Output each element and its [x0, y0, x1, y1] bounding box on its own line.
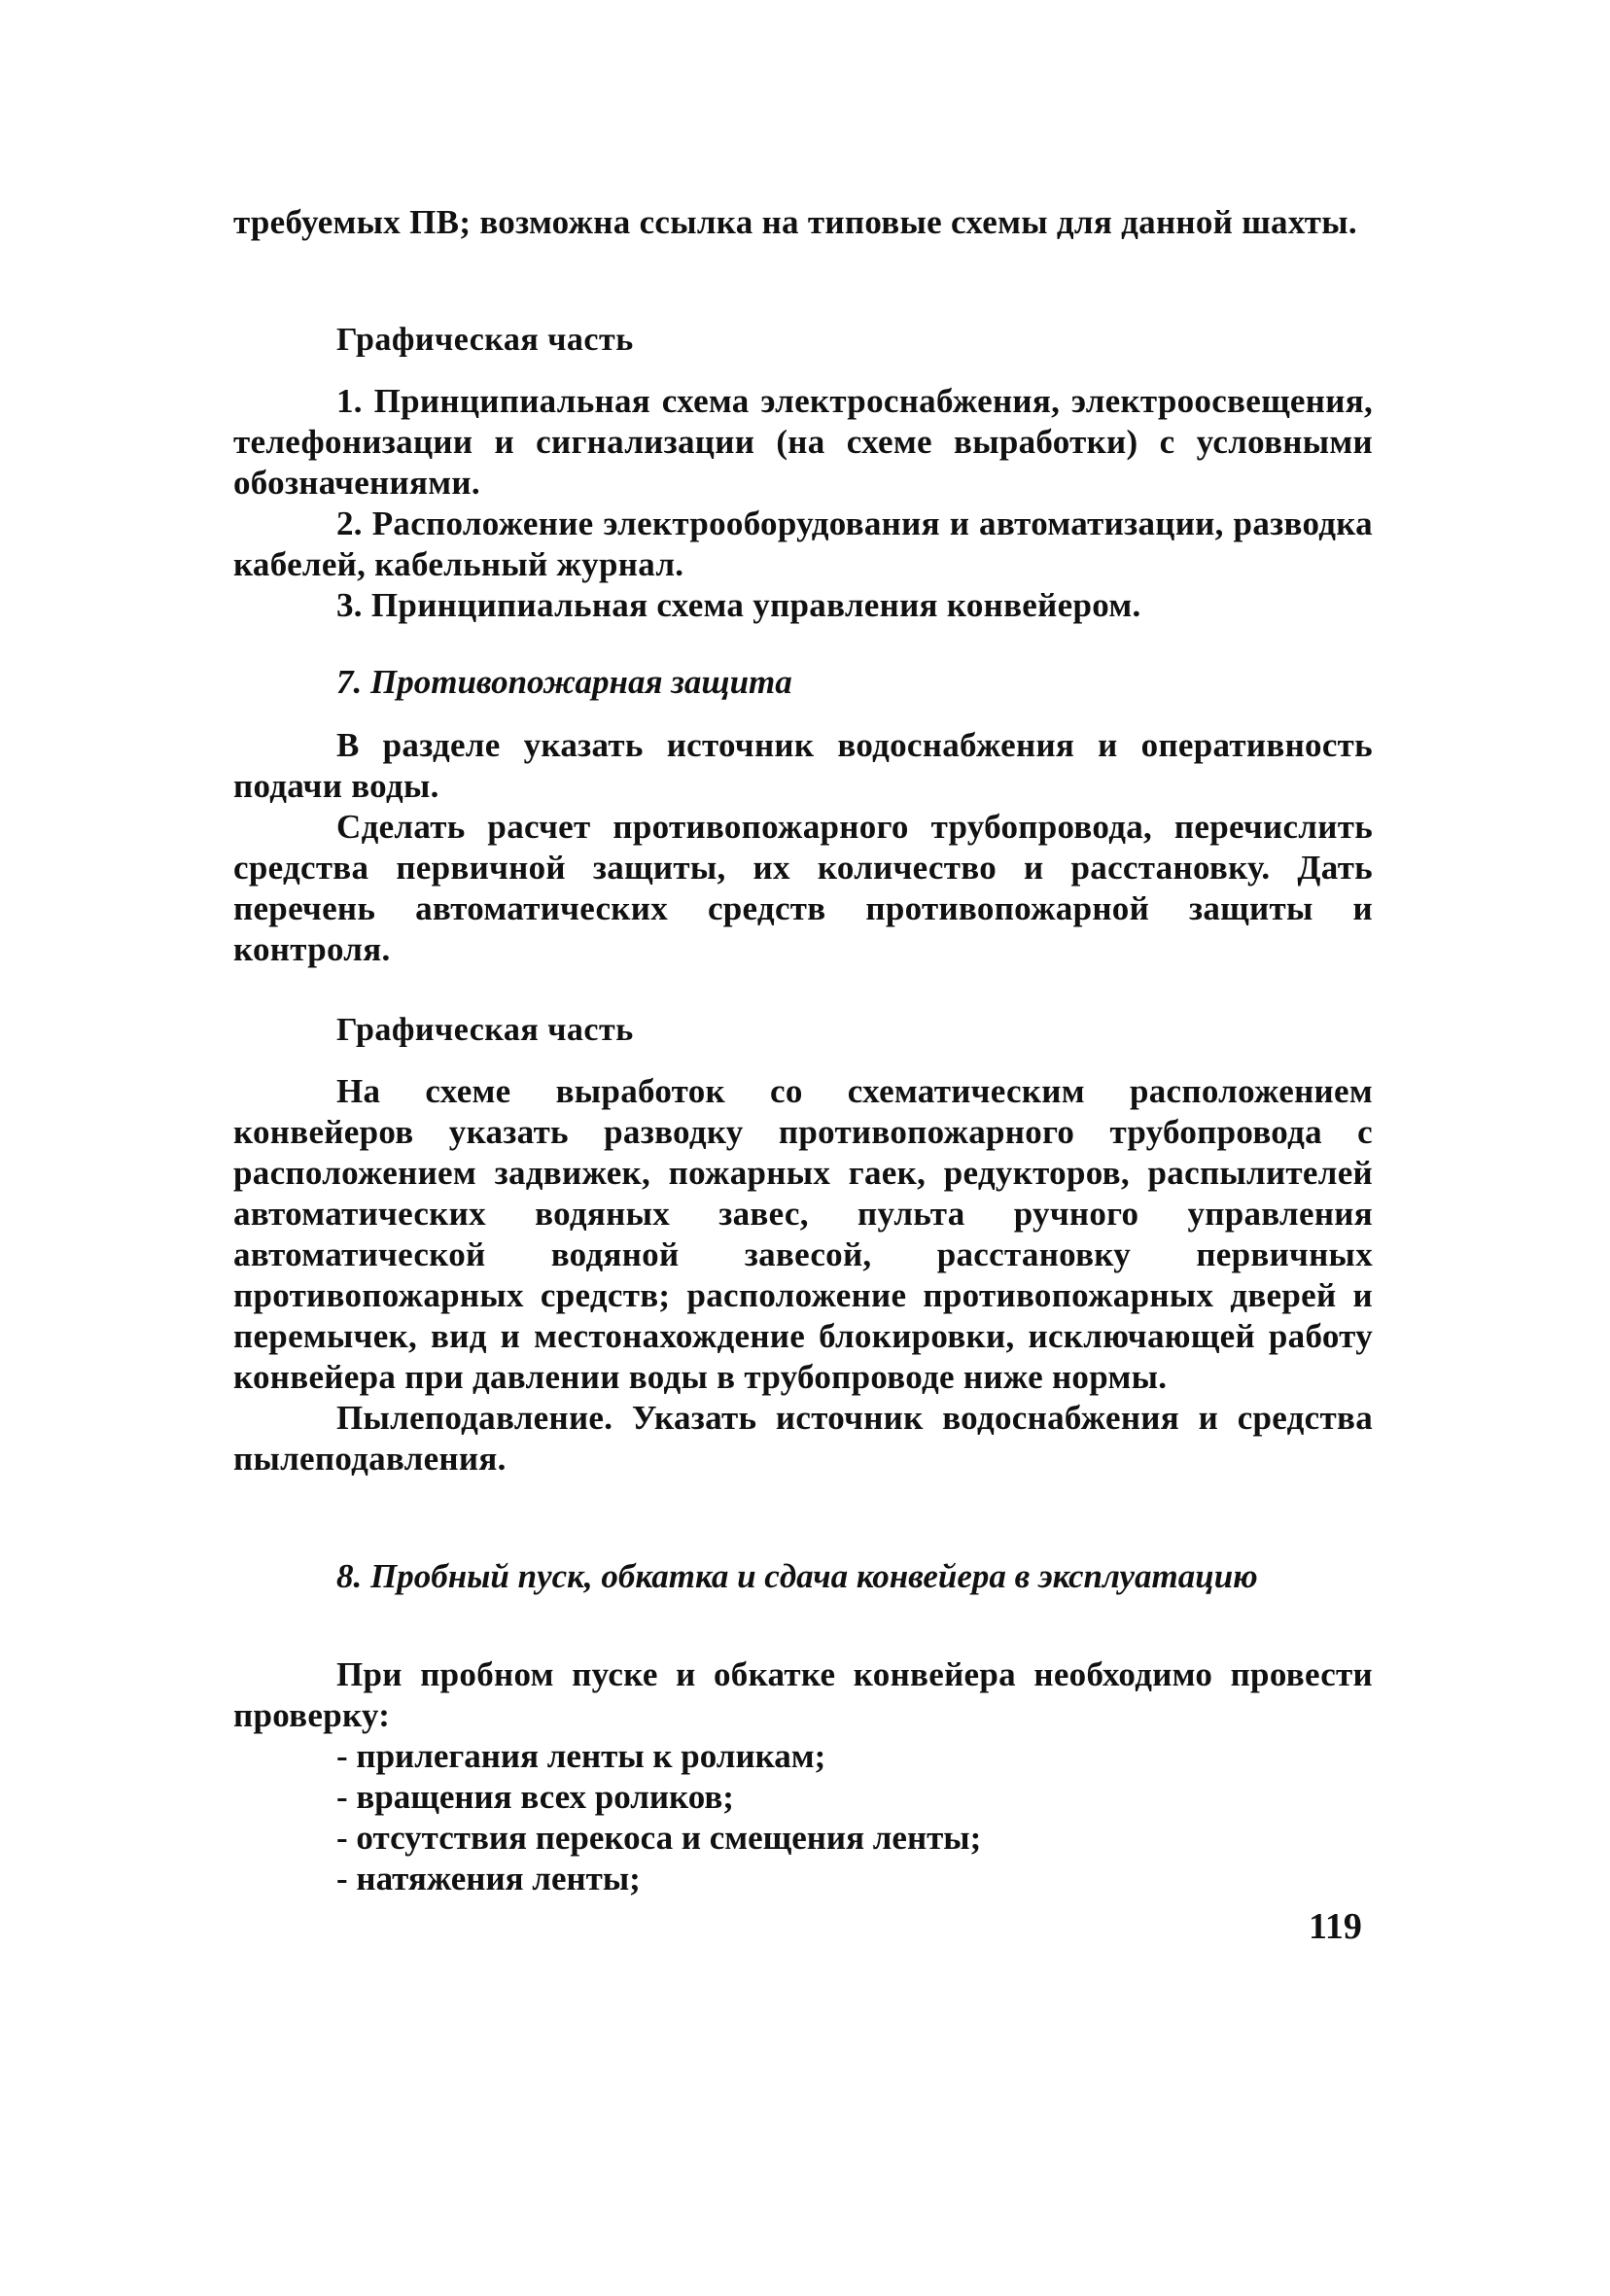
graphic-item-1: 1. Принципиальная схема электроснабжения, электроосвещения, телефонизации и сигнализации (на схеме выработки) с условными обозначениями.: [233, 382, 1373, 502]
section-7-paragraph-2: Сделать расчет противопожарного трубопровода, перечислить средства первичной защиты, их количество и расстановку. Дать перечень автоматических средств противопожарной защиты и контроля.: [233, 808, 1373, 968]
graphic-item-3: 3. Принципиальная схема управления конвейером.: [336, 586, 1141, 624]
graphic-item-2: 2. Расположение электрооборудования и автоматизации, разводка кабелей, кабельный журнал.: [233, 504, 1373, 583]
page-number: 119: [1309, 1906, 1362, 1947]
check-item: - вращения всех роликов;: [336, 1778, 734, 1816]
section-8-intro-text: При пробном пуске и обкатке конвейера необходимо провести проверку:: [233, 1655, 1373, 1734]
intro-paragraph: [233, 202, 1373, 243]
section-8-intro: [233, 1654, 1373, 1736]
intro-text: требуемых ПВ; возможна ссылка на типовые схемы для данной шахты.: [233, 203, 1357, 241]
graphic-2-paragraph-2: Пылеподавление. Указать источник водоснабжения и средства пылеподавления.: [233, 1399, 1373, 1478]
check-item: - прилегания ленты к роликам;: [336, 1737, 826, 1775]
graphic-part-list-1: [233, 381, 1373, 626]
section-8-heading: 8. Пробный пуск, обкатка и сдача конвейера в эксплуатацию: [336, 1557, 1258, 1595]
graphic-part-heading-2: Графическая часть: [336, 1012, 634, 1048]
section-7-heading: 7. Противопожарная защита: [336, 663, 792, 701]
check-item: - отсутствия перекоса и смещения ленты;: [336, 1819, 982, 1857]
graphic-2-paragraph-1: На схеме выработок со схематическим расположением конвейеров указать разводку противопожарного трубопровода с расположением задвижек, пожарных гаек, редукторов, распылителей автоматических водяных завес, пульта ручного управления автоматической водяной завесой, расстановку первичных противопожарных средств; расположение противопожарных дверей и перемычек, вид и местонахождение блокировки, исключающей работу конвейера при давлении воды в трубопроводе ниже нормы.: [233, 1072, 1373, 1396]
graphic-part-heading-1: Графическая часть: [336, 322, 634, 358]
check-list: [336, 1736, 981, 1899]
section-7-paragraph-1: В разделе указать источник водоснабжения и оперативность подачи воды.: [233, 726, 1373, 805]
graphic-part-body-2: [233, 1071, 1373, 1479]
section-7-body: [233, 725, 1373, 970]
check-item: - натяжения ленты;: [336, 1860, 641, 1897]
